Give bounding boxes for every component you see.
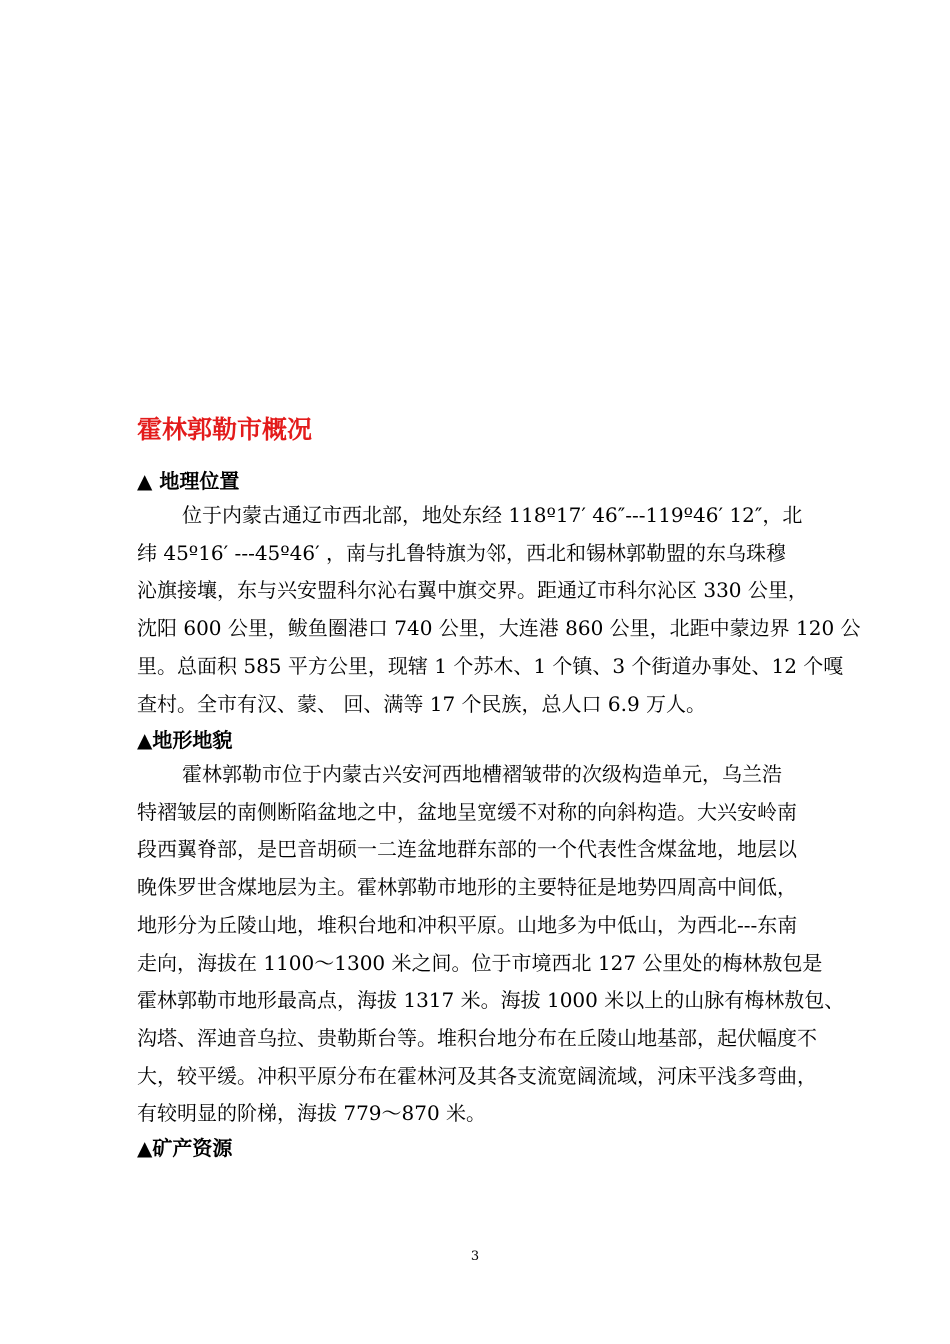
paragraph-line: 霍林郭勒市地形最高点，海拔 1317 米。海拔 1000 米以上的山脉有梅林敖包、 [137,988,845,1013]
paragraph-line: 沈阳 600 公里，鲅鱼圈港口 740 公里，大连港 860 公里，北距中蒙边界 120 公 [137,616,861,641]
paragraph-line: 位于内蒙古通辽市西北部，地处东经 118º17′ 46″---119º46′ 12″，北 [182,503,803,527]
page-number: 3 [470,1249,480,1264]
paragraph-line: 段西翼脊部，是巴音胡硕一二连盆地群东部的一个代表性含煤盆地，地层以 [137,837,797,862]
section-body-terrain [137,756,862,1133]
paragraph-line: 里。总面积 585 平方公里，现辖 1 个苏木、1 个镇、3 个街道办事处、12 个嘎 [137,653,844,678]
section-heading-minerals: ▲矿产资源 [137,1136,233,1160]
section-heading-location: ▲ 地理位置 [137,469,240,493]
paragraph-line: 地形分为丘陵山地，堆积台地和冲积平原。山地多为中低山，为西北---东南 [137,912,798,937]
paragraph-line: 沁旗接壤，东与兴安盟科尔沁右翼中旗交界。距通辽市科尔沁区 330 公里， [137,578,808,603]
section-body-location [137,497,862,723]
paragraph-line: 查村。全市有汉、蒙、 回、满等 17 个民族，总人口 6.9 万人。 [137,691,707,716]
paragraph-line: 晚侏罗世含煤地层为主。霍林郭勒市地形的主要特征是地势四周高中间低， [137,875,797,900]
section-heading-terrain: ▲地形地貌 [137,728,233,752]
paragraph-line: 纬 45º16′ ---45º46′ ，南与扎鲁特旗为邻，西北和锡林郭勒盟的东乌珠穆 [137,540,787,565]
paragraph-line: 大，较平缓。冲积平原分布在霍林河及其各支流宽阔流域，河床平浅多弯曲， [137,1063,817,1088]
paragraph-line: 沟塔、浑迪音乌拉、贵勒斯台等。堆积台地分布在丘陵山地基部，起伏幅度不 [137,1025,817,1050]
paragraph-line: 有较明显的阶梯，海拔 779～870 米。 [137,1101,487,1126]
paragraph-line: 霍林郭勒市位于内蒙古兴安河西地槽褶皱带的次级构造单元，乌兰浩 [182,762,782,786]
paragraph-line: 特褶皱层的南侧断陷盆地之中，盆地呈宽缓不对称的向斜构造。大兴安岭南 [137,799,797,824]
paragraph-line: 走向，海拔在 1100～1300 米之间。位于市境西北 127 公里处的梅林敖包是 [137,950,823,975]
document-title: 霍林郭勒市概况 [137,415,313,444]
